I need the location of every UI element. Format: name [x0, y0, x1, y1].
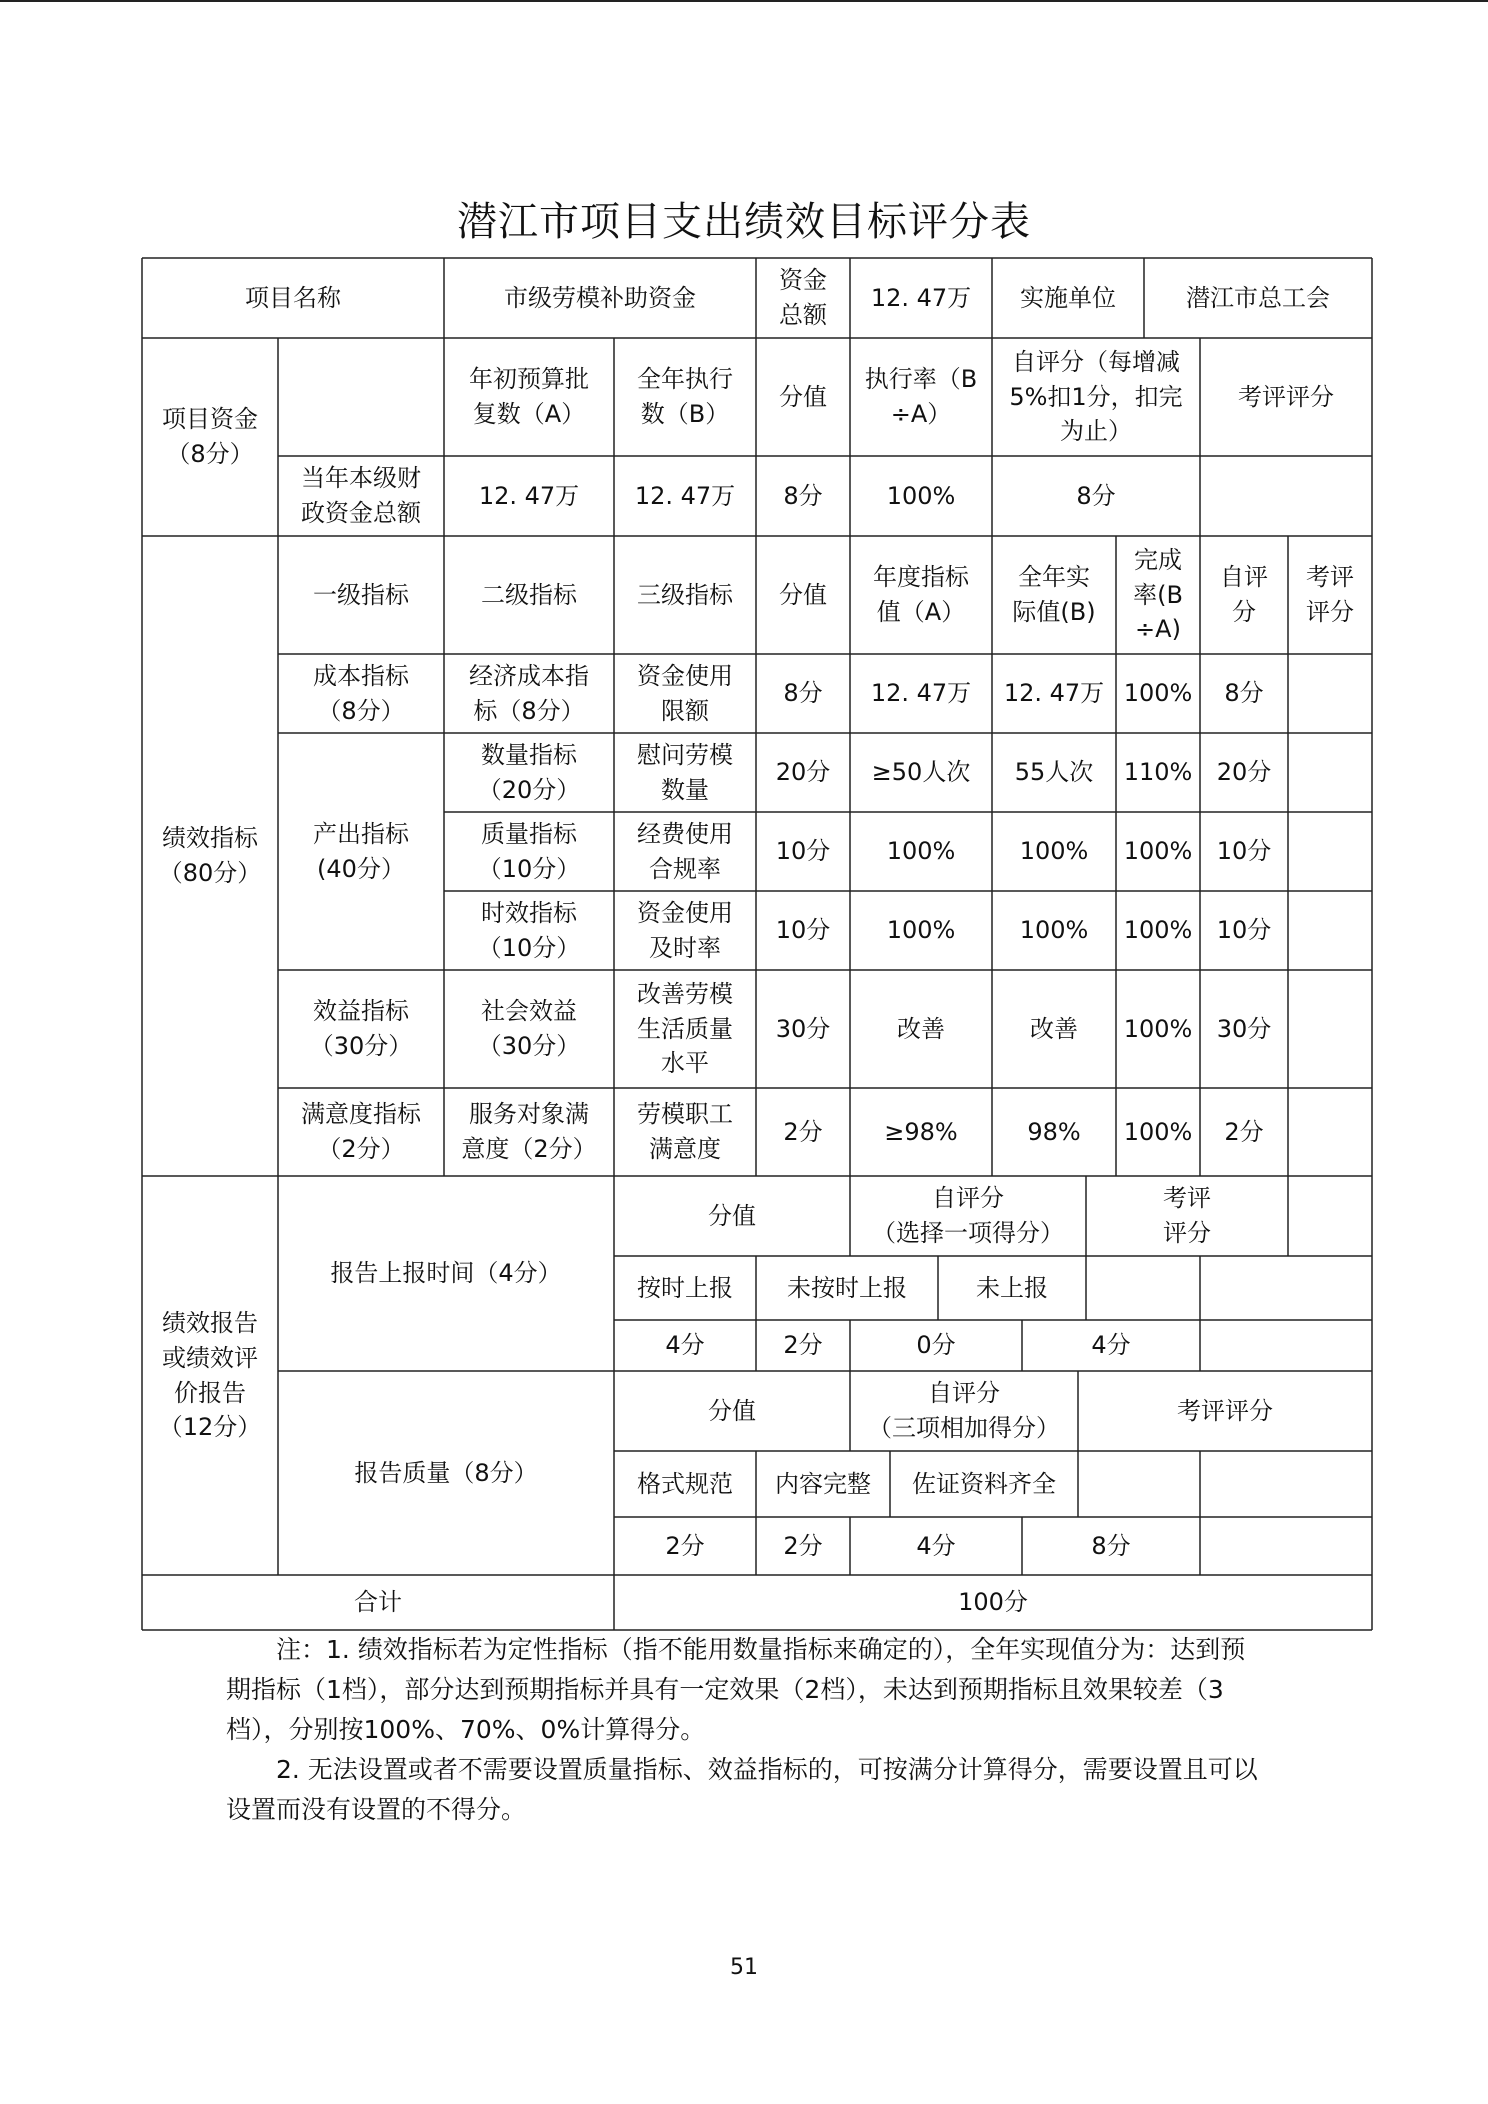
report-quality-self-score: 8分 — [1091, 1531, 1131, 1560]
indicator-actual: 98% — [1027, 1117, 1081, 1146]
report-time-value: 4分 — [665, 1331, 705, 1360]
benefit-indicator-label: 效益指标 （30分） — [309, 997, 413, 1060]
indicator-self: 10分 — [1216, 837, 1272, 866]
indicator-score: 10分 — [775, 916, 831, 945]
indicator-rate: 100% — [1123, 1117, 1193, 1146]
report-quality-score-label: 分值 — [708, 1396, 756, 1425]
indicators-header-l3: 三级指标 — [637, 580, 733, 609]
indicators-header-l1: 一级指标 — [313, 580, 409, 609]
funds-rate-value: 100% — [886, 481, 956, 510]
report-time-label: 报告上报时间（4分） — [330, 1259, 562, 1288]
indicator-l2: 质量指标 （10分） — [477, 819, 581, 883]
indicators-header-self: 自评 分 — [1220, 563, 1268, 626]
report-time-value: 0分 — [916, 1331, 956, 1360]
indicator-l3: 劳模职工 满意度 — [637, 1100, 733, 1163]
funds-self-value: 8分 — [1076, 481, 1116, 510]
indicator-rate: 100% — [1123, 837, 1193, 866]
indicator-self: 20分 — [1216, 758, 1272, 787]
indicator-actual: 55人次 — [1014, 758, 1094, 787]
indicator-l2: 时效指标 （10分） — [477, 898, 581, 962]
project-name-value: 市级劳模补助资金 — [504, 283, 696, 312]
report-time-self-score: 4分 — [1091, 1331, 1131, 1360]
indicator-l3: 资金使用 及时率 — [637, 898, 733, 962]
indicator-l3: 资金使用 限额 — [637, 661, 733, 725]
report-section-label: 绩效报告 或绩效评 价报告 （12分） — [158, 1308, 262, 1442]
indicators-header-actual: 全年实 际值(B) — [1012, 563, 1096, 626]
funds-col-review: 考评评分 — [1238, 382, 1334, 411]
indicator-l3: 经费使用 合规率 — [637, 819, 733, 883]
indicator-target: 100% — [886, 837, 956, 866]
indicator-rate: 100% — [1123, 679, 1193, 708]
indicator-actual: 100% — [1019, 916, 1089, 945]
report-time-score-label: 分值 — [708, 1201, 756, 1230]
report-quality-option: 佐证资料齐全 — [912, 1469, 1056, 1498]
indicator-l2: 数量指标 （20分） — [477, 740, 581, 804]
output-indicator-label: 产出指标 (40分） — [313, 819, 409, 883]
indicator-target: ≥98% — [884, 1117, 958, 1146]
indicators-header-target: 年度指标 值（A） — [873, 563, 969, 626]
report-time-review-label: 考评 评分 — [1163, 1184, 1211, 1247]
indicator-rate: 100% — [1123, 916, 1193, 945]
total-value: 100分 — [958, 1588, 1028, 1617]
indicator-l2: 社会效益 （30分） — [477, 997, 581, 1060]
indicators-section-label: 绩效指标 （80分） — [158, 824, 262, 887]
report-quality-option: 格式规范 — [637, 1469, 733, 1498]
funds-row-label: 当年本级财 政资金总额 — [301, 464, 421, 527]
report-quality-self-label: 自评分 （三项相加得分） — [868, 1379, 1060, 1442]
total-label: 合计 — [354, 1588, 402, 1617]
satisfaction-indicator-label: 满意度指标 （2分） — [301, 1100, 421, 1163]
indicator-score: 8分 — [783, 679, 823, 708]
fund-total-value: 12. 47万 — [870, 283, 972, 312]
project-name-label: 项目名称 — [245, 283, 341, 312]
funds-col-exec: 全年执行 数（B） — [637, 365, 733, 428]
report-quality-value: 4分 — [916, 1531, 956, 1560]
indicator-rate: 110% — [1123, 758, 1193, 787]
indicator-target: 100% — [886, 916, 956, 945]
indicator-score: 2分 — [783, 1117, 823, 1146]
funds-col-score: 分值 — [779, 382, 827, 411]
unit-label: 实施单位 — [1020, 283, 1116, 312]
report-quality-label: 报告质量（8分） — [354, 1458, 538, 1487]
report-time-self-label: 自评分 （选择一项得分） — [872, 1184, 1064, 1247]
indicator-rate: 100% — [1123, 1014, 1193, 1043]
indicator-actual: 100% — [1019, 837, 1089, 866]
indicator-score: 30分 — [775, 1014, 831, 1043]
indicator-l3: 慰问劳模 数量 — [637, 740, 733, 804]
note-1: 注：1. 绩效指标若为定性指标（指不能用数量指标来确定的），全年实现值分为：达到预期指标（1档），部分达到预期指标并具有一定效果（2档），未达到预期指标且效果较差（3档），分别按100%、70%、0%计算得分。 — [226, 1635, 1246, 1744]
indicator-self: 8分 — [1224, 679, 1264, 708]
indicator-score: 10分 — [775, 837, 831, 866]
report-quality-option: 内容完整 — [775, 1469, 871, 1498]
report-quality-value: 2分 — [665, 1531, 705, 1560]
funds-budget-value: 12. 47万 — [478, 481, 580, 510]
indicator-self: 10分 — [1216, 916, 1272, 945]
funds-col-budget: 年初预算批 复数（A） — [469, 365, 589, 428]
report-time-option: 未按时上报 — [787, 1273, 907, 1302]
cost-indicator-label: 成本指标 （8分） — [313, 661, 409, 725]
indicator-self: 2分 — [1224, 1117, 1264, 1146]
page-title: 潜江市项目支出绩效目标评分表 — [457, 199, 1031, 245]
indicator-self: 30分 — [1216, 1014, 1272, 1043]
indicator-l2: 服务对象满 意度（2分） — [461, 1100, 597, 1163]
indicator-target: ≥50人次 — [871, 758, 971, 787]
fund-total-label: 资金 总额 — [779, 266, 827, 329]
report-time-option: 按时上报 — [637, 1273, 733, 1302]
report-time-value: 2分 — [783, 1331, 823, 1360]
report-quality-review-label: 考评评分 — [1177, 1396, 1273, 1425]
report-time-option: 未上报 — [976, 1273, 1048, 1302]
indicator-actual: 12. 47万 — [1003, 679, 1105, 708]
indicators-header-rate: 完成 率(B ÷A) — [1133, 545, 1183, 644]
funds-col-rate: 执行率（B ÷A） — [864, 365, 978, 428]
indicators-header-review: 考评 评分 — [1306, 563, 1354, 626]
indicator-l3: 改善劳模 生活质量 水平 — [637, 979, 733, 1078]
funds-score-value: 8分 — [783, 481, 823, 510]
unit-value: 潜江市总工会 — [1186, 283, 1330, 312]
report-quality-value: 2分 — [783, 1531, 823, 1560]
page-number: 51 — [730, 1955, 758, 1980]
note-2: 2. 无法设置或者不需要设置质量指标、效益指标的，可按满分计算得分，需要设置且可以设置而没有设置的不得分。 — [226, 1755, 1258, 1824]
indicator-score: 20分 — [775, 758, 831, 787]
funds-exec-value: 12. 47万 — [634, 481, 736, 510]
indicator-actual: 改善 — [1030, 1014, 1078, 1043]
indicator-l2: 经济成本指 标（8分） — [469, 661, 589, 725]
indicators-header-l2: 二级指标 — [481, 580, 577, 609]
funds-section-label: 项目资金 （8分） — [162, 405, 258, 468]
indicators-header-score: 分值 — [779, 580, 827, 609]
indicator-target: 改善 — [897, 1014, 945, 1043]
indicator-target: 12. 47万 — [870, 679, 972, 708]
funds-col-self: 自评分（每增减 5%扣1分，扣完 为止） — [1009, 347, 1183, 446]
